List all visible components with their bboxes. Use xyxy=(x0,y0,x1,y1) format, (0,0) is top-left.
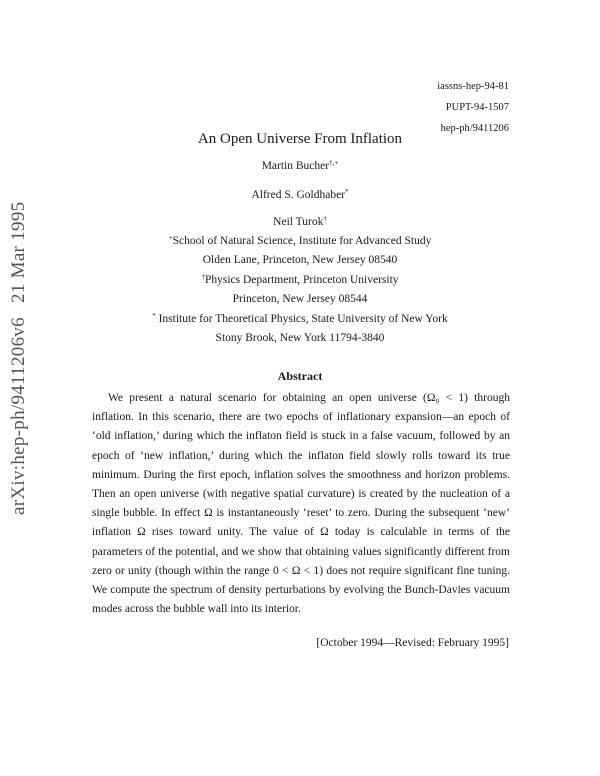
author xyxy=(0,160,600,172)
abstract-heading: Abstract xyxy=(277,369,323,383)
report-numbers xyxy=(437,76,509,139)
arxiv-identifier: arXiv:hep-ph/9411206v6 xyxy=(8,317,29,515)
affiliation-address: Olden Lane, Princeton, New Jersey 08540 xyxy=(202,254,398,266)
affiliation-mark: + xyxy=(168,234,173,242)
affiliation-address: Princeton, New Jersey 08544 xyxy=(232,293,368,305)
author-name: Neil Turok xyxy=(273,216,324,228)
affiliation-name: Institute for Theoretical Physics, State University of New York xyxy=(155,313,448,325)
affiliation-line xyxy=(0,313,600,325)
author-name: Martin Bucher xyxy=(261,160,330,172)
date-line: [October 1994—Revised: February 1995] xyxy=(316,637,509,649)
affiliation-mark: * xyxy=(152,312,156,320)
report-number: iassns-hep-94-81 xyxy=(437,81,509,92)
author-marks: * xyxy=(345,188,349,196)
affiliation-line xyxy=(0,274,600,286)
affiliation-mark: † xyxy=(201,273,205,281)
affiliation-name: School of Natural Science, Institute for Advanced Study xyxy=(172,235,432,247)
author-name: Alfred S. Goldhaber xyxy=(251,189,346,201)
report-number: PUPT-94-1507 xyxy=(445,102,509,113)
abstract-text: We present a natural scenario for obtaining an open universe (Ω₀ < 1) through inflation. In this scenario, there are two epochs of inflationary expansion—an epoch of ‘old inflation,’ during which the inflaton field is stuck in a false vacuum, followed by an epoch of ‘new inflation,’ during which the inflaton field slowly rolls toward its true minimum. During the first epoch, inflation solves the smoothness and horizon problems. Then an open universe (with negative spatial curvature) is created by the nucleation of a single bubble. In effect Ω is instantaneously ‘reset’ to zero. During the subsequent ‘new’ inflation Ω rises toward unity. The value of Ω today is calculable in terms of the parameters of the potential, and we show that obtaining values significantly different from zero or unity (though within the range 0 < Ω < 1) does not require significant fine tuning. We compute the spectrum of density perturbations by evolving the Bunch-Davies vacuum modes across the bubble wall into its interior. xyxy=(92,392,510,616)
author-marks: †,+ xyxy=(329,159,339,167)
author-marks: † xyxy=(323,215,327,223)
author xyxy=(0,216,600,228)
affiliation-address: Stony Brook, New York 11794-3840 xyxy=(215,332,385,344)
arxiv-date: 21 Mar 1995 xyxy=(8,201,29,304)
affiliation-name: Physics Department, Princeton University xyxy=(204,274,399,286)
affiliation-line xyxy=(0,235,600,247)
paper-title: An Open Universe From Inflation xyxy=(197,131,403,147)
report-number: hep-ph/9411206 xyxy=(440,123,509,134)
author xyxy=(0,189,600,201)
